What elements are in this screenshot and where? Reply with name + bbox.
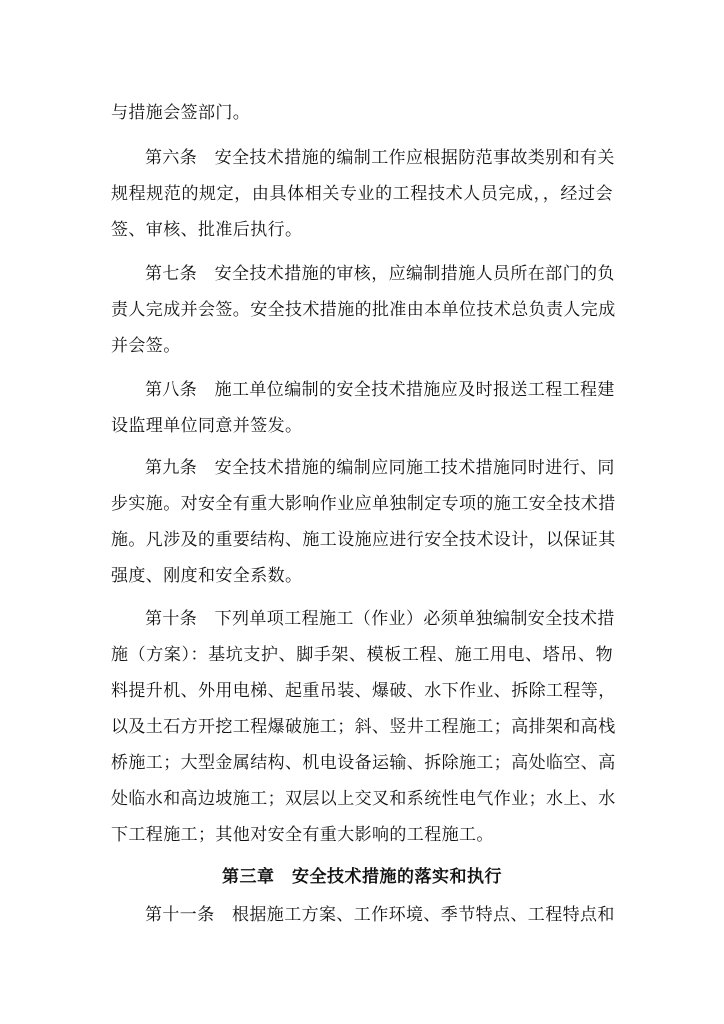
text-line: 施（方案）：基坑支护、脚手架、模板工程、施工用电、塔吊、物 <box>111 645 613 665</box>
text-line: 桥施工；大型金属结构、机电设备运输、拆除施工；高处临空、高 <box>111 753 616 773</box>
text-line: 规程规范的规定，由具体相关专业的工程技术人员完成，，经过会 <box>111 184 613 204</box>
text-line: 以及土石方开挖工程爆破施工；斜、竖井工程施工；高排架和高栈 <box>111 717 616 737</box>
text-line: 处临水和高边坡施工；双层以上交叉和系统性电气作业；水上、水 <box>111 789 616 809</box>
article-10-line: 第十条 下列单项工程施工（作业）必须单独编制安全技术措 <box>145 609 615 629</box>
text-line: 强度、刚度和安全系数。 <box>111 566 303 586</box>
text-line: 与措施会签部门。 <box>111 103 251 123</box>
text-line: 料提升机、外用电梯、起重吊装、爆破、水下作业、拆除工程等， <box>111 681 616 701</box>
article-6-line: 第六条 安全技术措施的编制工作应根据防范事故类别和有关 <box>145 148 615 168</box>
text-line: 并会签。 <box>111 336 181 356</box>
text-line: 签、审核、批准后执行。 <box>111 220 303 240</box>
article-11-line: 第十一条 根据施工方案、工作环境、季节特点、工程特点和 <box>145 905 615 925</box>
article-7-line: 第七条 安全技术措施的审核，应编制措施人员所在部门的负 <box>145 264 615 284</box>
text-line: 责人完成并会签。安全技术措施的批准由本单位技术总负责人完成 <box>111 300 616 320</box>
text-line: 设监理单位同意并签发。 <box>111 416 303 436</box>
text-line: 施。凡涉及的重要结构、施工设施应进行安全技术设计，以保证其 <box>111 530 616 550</box>
text-line: 下工程施工；其他对安全有重大影响的工程施工。 <box>111 825 494 845</box>
chapter-heading: 第三章 安全技术措施的落实和执行 <box>222 867 502 887</box>
article-9-line: 第九条 安全技术措施的编制应同施工技术措施同时进行、同 <box>145 458 615 478</box>
text-line: 步实施。对安全有重大影响作业应单独制定专项的施工安全技术措 <box>111 494 616 514</box>
article-8-line: 第八条 施工单位编制的安全技术措施应及时报送工程工程建 <box>145 380 615 400</box>
